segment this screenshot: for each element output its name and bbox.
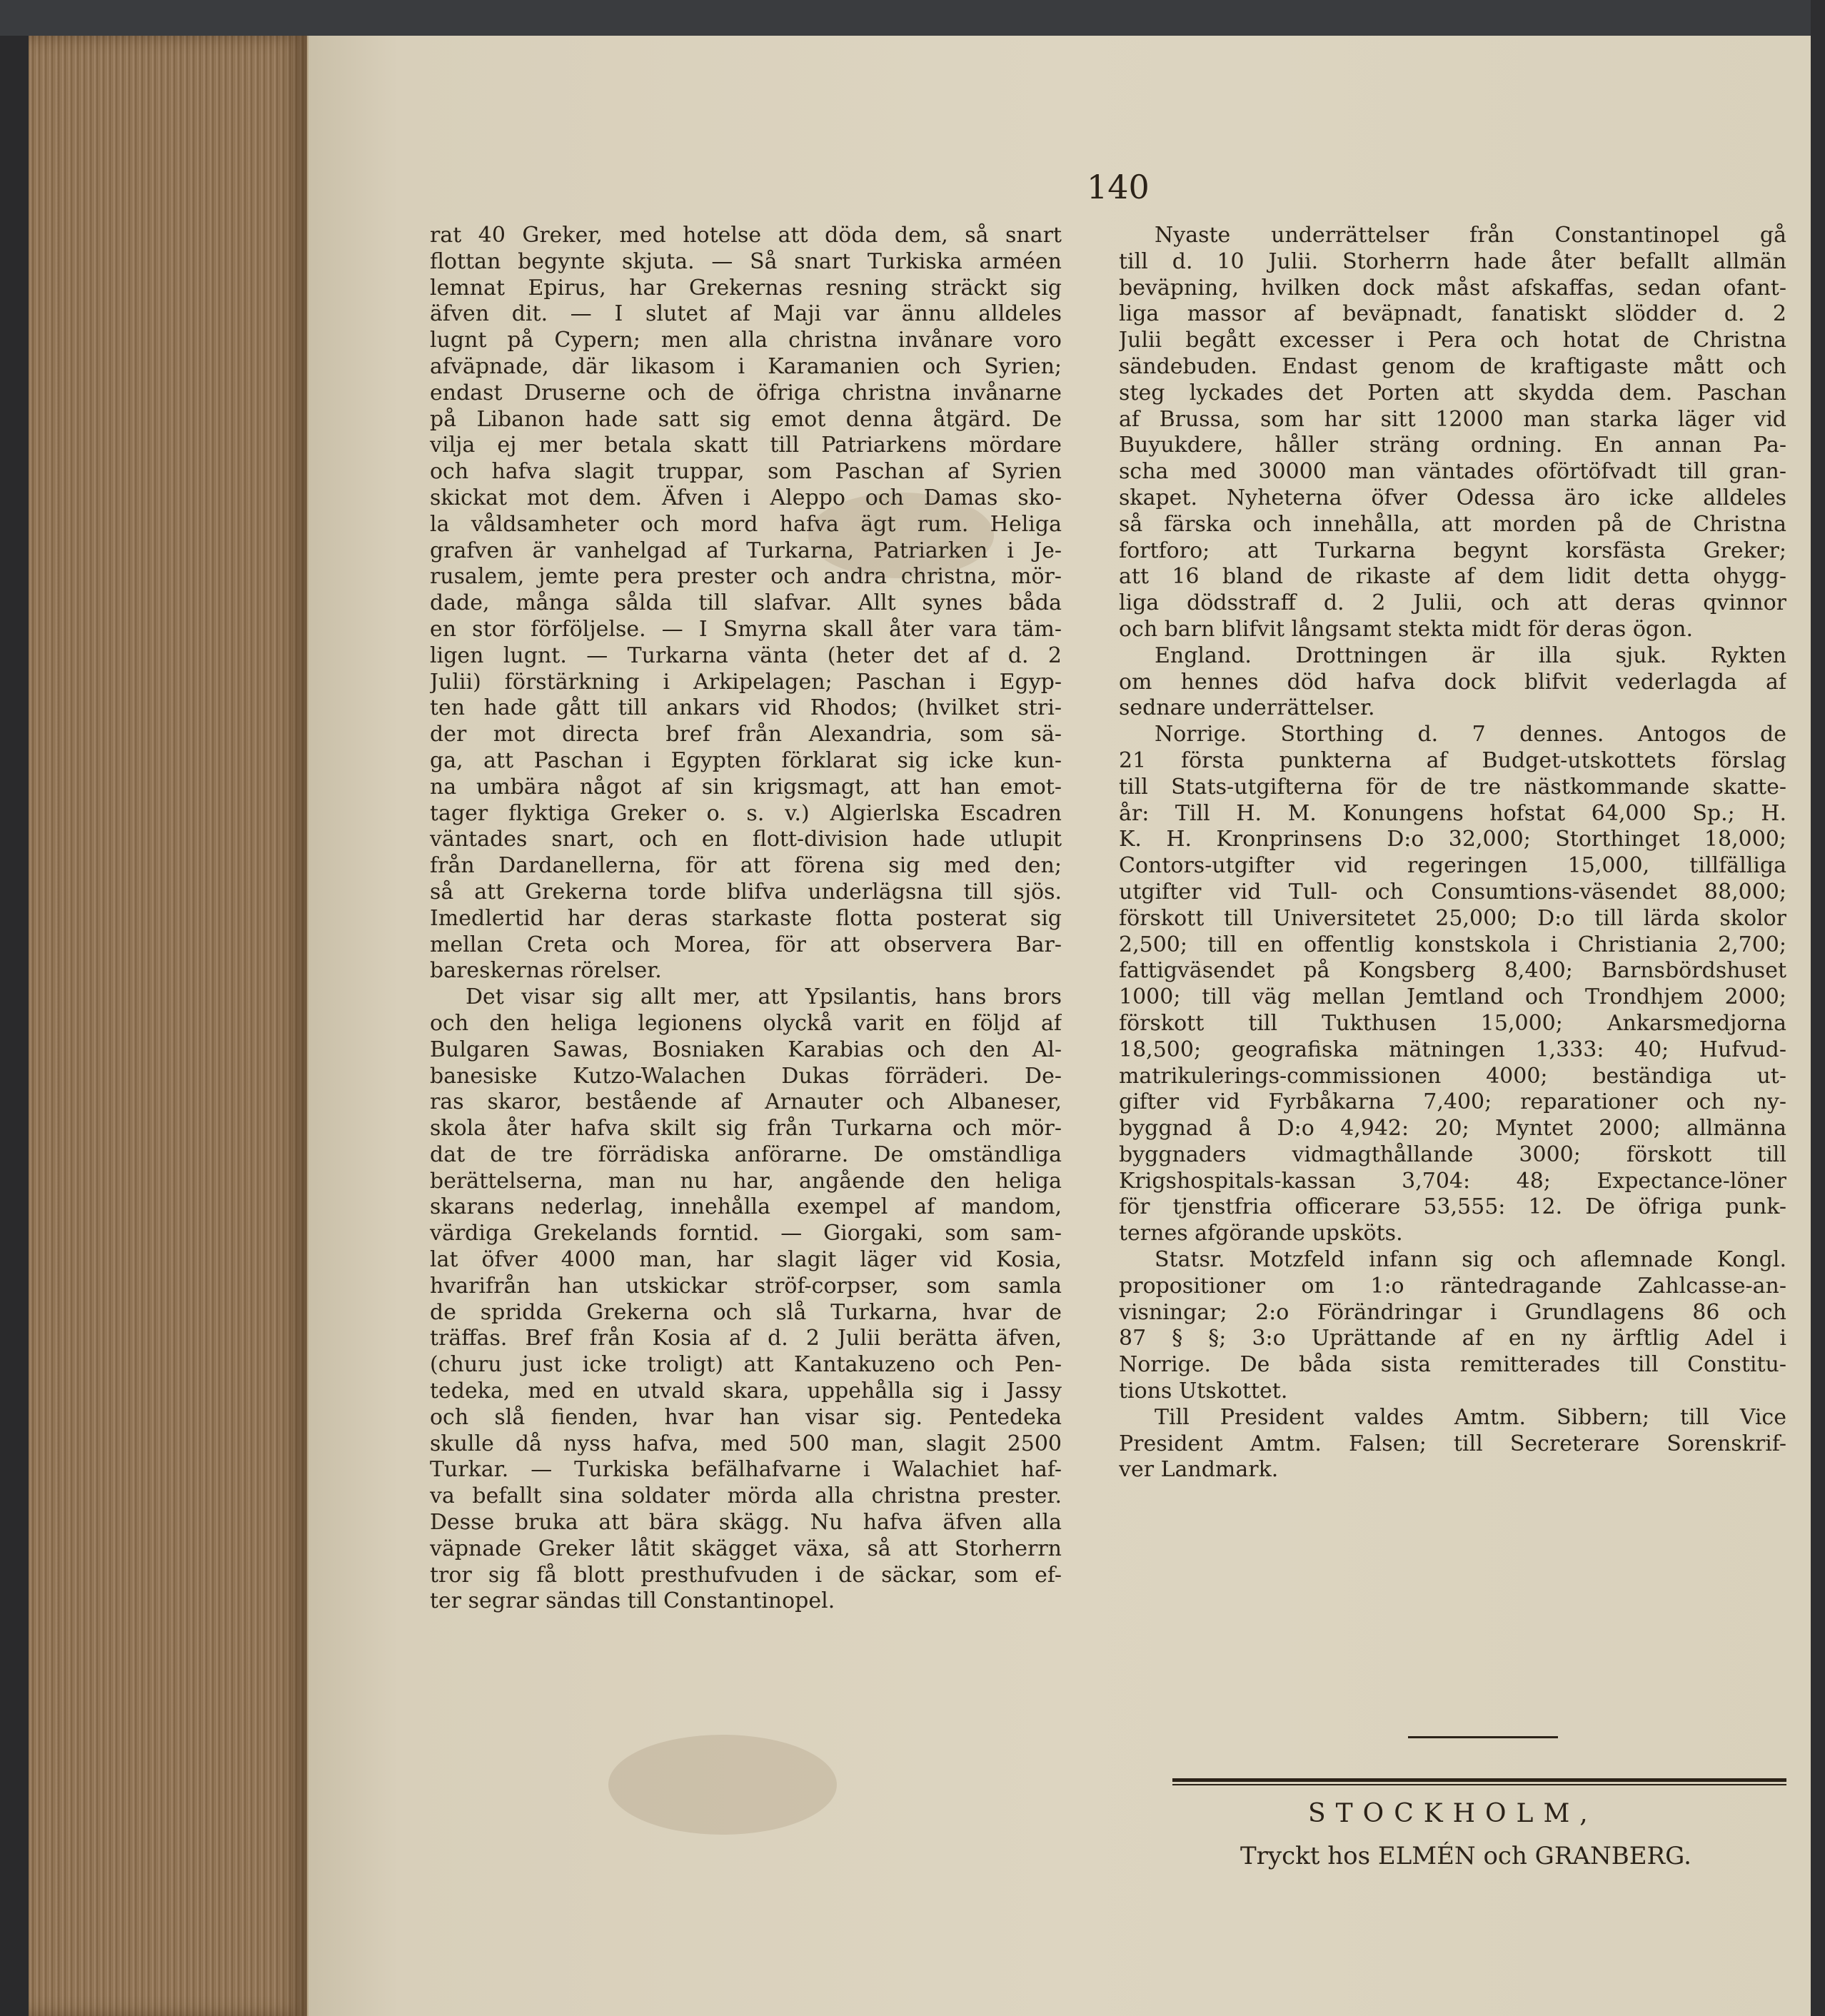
text-line: ten hade gått till ankars vid Rhodos; (hvilket stri- [430,695,1062,721]
text-line: Julii) förstärkning i Arkipelagen; Paschan i Egyp- [430,669,1062,695]
double-divider-rule [1172,1778,1786,1782]
text-line: afväpnade, där likasom i Karamanien och Syrien; [430,353,1062,379]
text-line: grafven är vanhelgad af Turkarna, Patriarken i Je- [430,538,1062,563]
text-line: Buyukdere, håller sträng ordning. En annan Pa- [1119,433,1786,458]
text-line: beväpning, hvilken dock måst afskaffas, sedan ofant- [1119,275,1786,301]
text-line: fattigväsendet på Kongsberg 8,400; Barnsbördshuset [1119,958,1786,984]
text-line: år: Till H. M. Konungens hofstat 64,000 Sp.; H. [1119,800,1786,826]
text-line: visningar; 2:o Förändringar i Grundlagens 86 och [1119,1299,1786,1325]
text-line: liga dödsstraff d. 2 Julii, och att deras qvinnor [1119,590,1786,616]
text-line: de spridda Grekerna och slå Turkarna, hvar de [430,1299,1062,1325]
imprint-printer: Tryckt hos ELMÉN och GRANBERG. [1240,1842,1691,1870]
text-line: na umbära något af sin krigsmagt, att han emot- [430,774,1062,800]
text-line: Till President valdes Amtm. Sibbern; till Vice [1155,1404,1786,1430]
text-line: Norrige. De båda sista remitterades till Constitu- [1119,1352,1786,1378]
text-line: väpnade Greker låtit skägget växa, så att Storherrn [430,1536,1062,1561]
text-line: så att Grekerna torde blifva underlägsna till sjös. [430,879,1062,904]
text-line: byggnad å D:o 4,942: 20; Myntet 2000; allmänna [1119,1116,1786,1141]
text-line: K. H. Kronprinsens D:o 32,000; Storthinget 18,000; [1119,827,1786,852]
text-line: flottan begynte skjuta. — Så snart Turkiska arméen [430,248,1062,274]
text-line: lemnat Epirus, har Grekernas resning sträckt sig [430,275,1062,301]
text-line: la våldsamheter och mord hafva ägt rum. Heliga [430,511,1062,537]
text-line: Det visar sig allt mer, att Ypsilantis, hans brors [466,984,1062,1010]
text-line: rusalem, jemte pera prester och andra christna, mör- [430,564,1062,590]
text-line: Norrige. Storthing d. 7 dennes. Antogos de [1155,722,1786,747]
text-line: liga massor af beväpnadt, fanatiskt slödder d. 2 [1119,301,1786,327]
text-line: tror sig få blott presthufvuden i de säckar, som ef- [430,1562,1062,1588]
text-line: utgifter vid Tull- och Consumtions-väsendet 88,000; [1119,879,1786,904]
text-line: af Brussa, som har sitt 12000 man starka läger vid [1119,406,1786,432]
paper-stain [608,1735,837,1835]
text-line: matrikulerings-commissionen 4000; beständiga ut- [1119,1063,1786,1089]
text-line: byggnaders vidmagthållande 3000; förskott till [1119,1141,1786,1167]
text-line: 21 första punkterna af Budget-utskottets förslag [1119,747,1786,773]
text-line: 18,500; geografiska mätningen 1,333: 40; Hufvud- [1119,1037,1786,1062]
text-line: banesiske Kutzo-Walachen Dukas förräderi. De- [430,1063,1062,1089]
text-line: tedeka, med en utvald skara, uppehålla sig i Jassy [430,1379,1062,1404]
text-line: skarans nederlag, innehålla exempel af mandom, [430,1194,1062,1220]
text-line: ter segrar sändas till Constantinopel. [430,1588,835,1614]
text-line: och hafva slagit truppar, som Paschan af Syrien [430,459,1062,485]
text-line: lat öfver 4000 man, har slagit läger vid Kosia, [430,1247,1062,1273]
text-line: ligen lugnt. — Turkarna vänta (heter det af d. 2 [430,642,1062,668]
book [29,36,1811,2016]
page-number: 140 [1087,168,1150,206]
page-edges [29,36,307,2016]
text-line: va befallt sina soldater mörda alla christna prester. [430,1483,1062,1509]
text-line: lugnt på Cypern; men alla christna invånare voro [430,328,1062,353]
text-line: fortforo; att Turkarna begynt korsfästa Greker; [1119,538,1786,563]
text-line: skapet. Nyheterna öfver Odessa äro icke alldeles [1119,485,1786,510]
text-line: en stor förföljelse. — I Smyrna skall åter vara täm- [430,616,1062,642]
text-line: väntades snart, och en flott-division hade utlupit [430,827,1062,852]
text-line: vilja ej mer betala skatt till Patriarkens mördare [430,433,1062,458]
text-line: Bulgaren Sawas, Bosniaken Karabias och den Al- [430,1037,1062,1062]
text-line: steg lyckades det Porten att skydda dem. Paschan [1119,380,1786,405]
text-line: England. Drottningen är illa sjuk. Rykten [1155,642,1786,668]
text-line: sednare underrättelser. [1119,695,1375,721]
text-line: att 16 bland de rikaste af dem lidit detta ohygg- [1119,564,1786,590]
text-line: ga, att Paschan i Egypten förklarat sig icke kun- [430,747,1062,773]
text-line: ver Landmark. [1119,1457,1279,1483]
text-line: Julii begått excesser i Pera och hotat de Christna [1119,328,1786,353]
text-line: till d. 10 Julii. Storherrn hade åter befallt allmän [1119,248,1786,274]
page [308,36,1811,2016]
text-line: Krigshospitals-kassan 3,704: 48; Expectance-löner [1119,1168,1786,1194]
text-line: till Stats-utgifterna för de tre nästkommande skatte- [1119,774,1786,800]
text-line: dat de tre förrädiska anförarne. De omständliga [430,1141,1062,1167]
text-line: propositioner om 1:o räntedragande Zahlcasse-an- [1119,1273,1786,1299]
text-line: så färska och innehålla, att morden på de Christna [1119,511,1786,537]
text-line: Contors-utgifter vid regeringen 15,000, tillfälliga [1119,853,1786,879]
text-line: scha med 30000 man väntades oförtöfvadt till gran- [1119,459,1786,485]
imprint-city: STOCKHOLM, [1308,1799,1598,1828]
text-line: der mot directa bref från Alexandria, som sä- [430,722,1062,747]
text-line: förskott till Tukthusen 15,000; Ankarsmedjorna [1119,1010,1786,1036]
text-line: 2,500; till en offentlig konstskola i Christiania 2,700; [1119,932,1786,957]
text-line: skickat mot dem. Äfven i Aleppo och Damas sko- [430,485,1062,510]
text-line: ternes afgörande upsköts. [1119,1221,1403,1246]
text-line: endast Druserne och de öfriga christna invånarne [430,380,1062,405]
text-line: Nyaste underrättelser från Constantinopel gå [1155,223,1786,248]
text-line: och barn blifvit långsamt stekta midt för deras ögon. [1119,616,1694,642]
text-line: Imedlertid har deras starkaste flotta posterat sig [430,905,1062,931]
double-divider-rule-thin [1172,1784,1786,1785]
text-line: och den heliga legionens olyckå varit en följd af [430,1010,1062,1036]
text-line: berättelserna, man nu har, angående den heliga [430,1168,1062,1194]
text-line: hvarifrån han utskickar ströf-corpser, som samla [430,1273,1062,1299]
text-line: värdiga Grekelands forntid. — Giorgaki, som sam- [430,1221,1062,1246]
text-line: gifter vid Fyrbåkarna 7,400; reparationer och ny- [1119,1089,1786,1115]
text-line: och slå fienden, hvar han visar sig. Pentedeka [430,1404,1062,1430]
text-line: äfven dit. — I slutet af Maji var ännu alldeles [430,301,1062,327]
text-line: från Dardanellerna, för att förena sig med den; [430,853,1062,879]
left-column [430,223,1062,1615]
text-line: President Amtm. Falsen; till Secreterare Sorenskrif- [1119,1431,1786,1456]
text-line: om hennes död hafva dock blifvit vederlagda af [1119,669,1786,695]
text-line: tions Utskottet. [1119,1379,1288,1404]
text-line: 1000; till väg mellan Jemtland och Trondhjem 2000; [1119,984,1786,1010]
text-line: bareskernas rörelser. [430,958,662,984]
text-line: tager flyktiga Greker o. s. v.) Algierlska Escadren [430,800,1062,826]
text-line: rat 40 Greker, med hotelse att döda dem, så snart [430,223,1062,248]
text-line: dade, många sålda till slafvar. Allt synes båda [430,590,1062,616]
scanner-top-band [0,0,1825,36]
text-line: ras skaror, bestående af Arnauter och Albaneser, [430,1089,1062,1115]
text-line: på Libanon hade satt sig emot denna åtgärd. De [430,406,1062,432]
text-line: för tjenstfria officerare 53,555: 12. De öfriga punk- [1119,1194,1786,1220]
text-line: skola åter hafva skilt sig från Turkarna och mör- [430,1116,1062,1141]
text-line: skulle då nyss hafva, med 500 man, slagit 2500 [430,1431,1062,1456]
text-line: Statsr. Motzfeld infann sig och aflemnade Kongl. [1155,1247,1786,1273]
text-line: träffas. Bref från Kosia af d. 2 Julii berätta äfven, [430,1326,1062,1351]
text-line: Turkar. — Turkiska befälhafvarne i Walachiet haf- [430,1457,1062,1483]
text-line: förskott till Universitetet 25,000; D:o till lärda skolor [1119,905,1786,931]
short-divider-rule [1408,1736,1558,1738]
scanner-right-band [1811,0,1825,2016]
text-line: sändebuden. Endast genom de kraftigaste mått och [1119,353,1786,379]
right-column [1119,223,1786,1483]
text-line: (churu just icke troligt) att Kantakuzeno och Pen- [430,1352,1062,1378]
text-line: 87 § §; 3:o Uprättande af en ny ärftlig Adel i [1119,1326,1786,1351]
text-line: Desse bruka att bära skägg. Nu hafva äfven alla [430,1510,1062,1536]
text-line: mellan Creta och Morea, för att observera Bar- [430,932,1062,957]
